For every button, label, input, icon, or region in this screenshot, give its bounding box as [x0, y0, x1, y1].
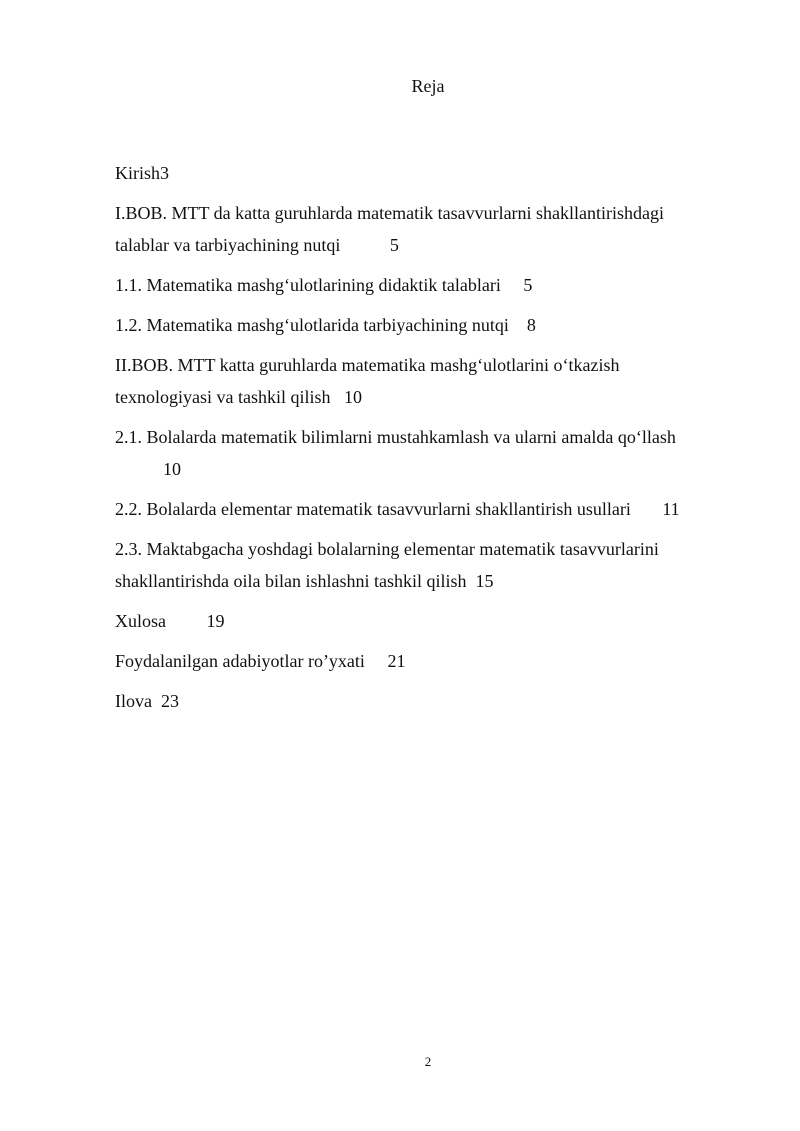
toc-entry-page: 11 [662, 499, 680, 519]
toc-entry-page: 5 [389, 235, 399, 255]
toc-entry-page: 21 [387, 651, 406, 671]
toc-entry-page: 5 [523, 275, 533, 295]
toc-entry-page: 19 [206, 611, 225, 631]
toc-entry-ilova [115, 685, 715, 717]
toc-entry-text: Foydalanilgan adabiyotlar ro’yxati [115, 651, 365, 671]
toc-entry-page: 10 [343, 387, 362, 407]
toc-entry-text: Xulosa [115, 611, 166, 631]
toc-entry-gap [340, 235, 390, 255]
toc-entry-text: 1.2. Matematika mashg‘ulotlarida tarbiyachining nutqi [115, 315, 509, 335]
toc-entry-1-2 [115, 309, 715, 341]
toc-entry-text: Kirish [115, 163, 160, 183]
toc-entry-2-2 [115, 493, 715, 525]
toc-entry-2-3 [115, 533, 715, 597]
toc-entry-gap [166, 611, 207, 631]
toc-entry-1-1 [115, 269, 715, 301]
toc-entry-page: 10 [163, 459, 181, 479]
toc-entry-references [115, 645, 715, 677]
toc-entry-gap [365, 651, 388, 671]
toc-entry-text: 2.2. Bolalarda elementar matematik tasavvurlarni shakllantirish usullari [115, 499, 631, 519]
toc-entry-gap [501, 275, 524, 295]
toc-entry-gap [152, 691, 161, 711]
page-number: 2 [424, 1054, 432, 1069]
toc-entry-text: 2.3. Maktabgacha yoshdagi bolalarning elementar matematik tasavvurlarini shakllantirishda oila bilan ishlashni tashkil qilish [115, 539, 659, 591]
toc-entry-text: I.BOB. MTT da katta guruhlarda matematik tasavvurlarni shakllantirishdagi talablar va tarbiyachining nutqi [115, 203, 665, 255]
table-of-contents [115, 157, 715, 725]
toc-entry-xulosa [115, 605, 715, 637]
toc-entry-text: 2.1. Bolalarda matematik bilimlarni mustahkamlash va ularni amalda qo‘llash [115, 427, 676, 447]
toc-entry-page: 15 [475, 571, 494, 591]
toc-entry-kirish [115, 157, 715, 189]
page-title: Reja [411, 76, 445, 96]
toc-entry-page: 23 [160, 691, 179, 711]
toc-entry-chapter-1 [115, 197, 715, 261]
toc-entry-chapter-2 [115, 349, 715, 413]
toc-entry-gap [631, 499, 663, 519]
toc-entry-text: II.BOB. MTT katta guruhlarda matematika mashg‘ulotlarini o‘tkazish texnologiyasi va tashkil qilish [115, 355, 620, 407]
toc-entry-gap [509, 315, 527, 335]
toc-entry-page: 8 [526, 315, 536, 335]
toc-entry-gap [330, 387, 344, 407]
toc-entry-text: 1.1. Matematika mashg‘ulotlarining didaktik talablari [115, 275, 501, 295]
toc-entry-text: Ilova [115, 691, 152, 711]
toc-entry-2-1 [115, 421, 715, 485]
toc-entry-page: 3 [160, 163, 169, 183]
